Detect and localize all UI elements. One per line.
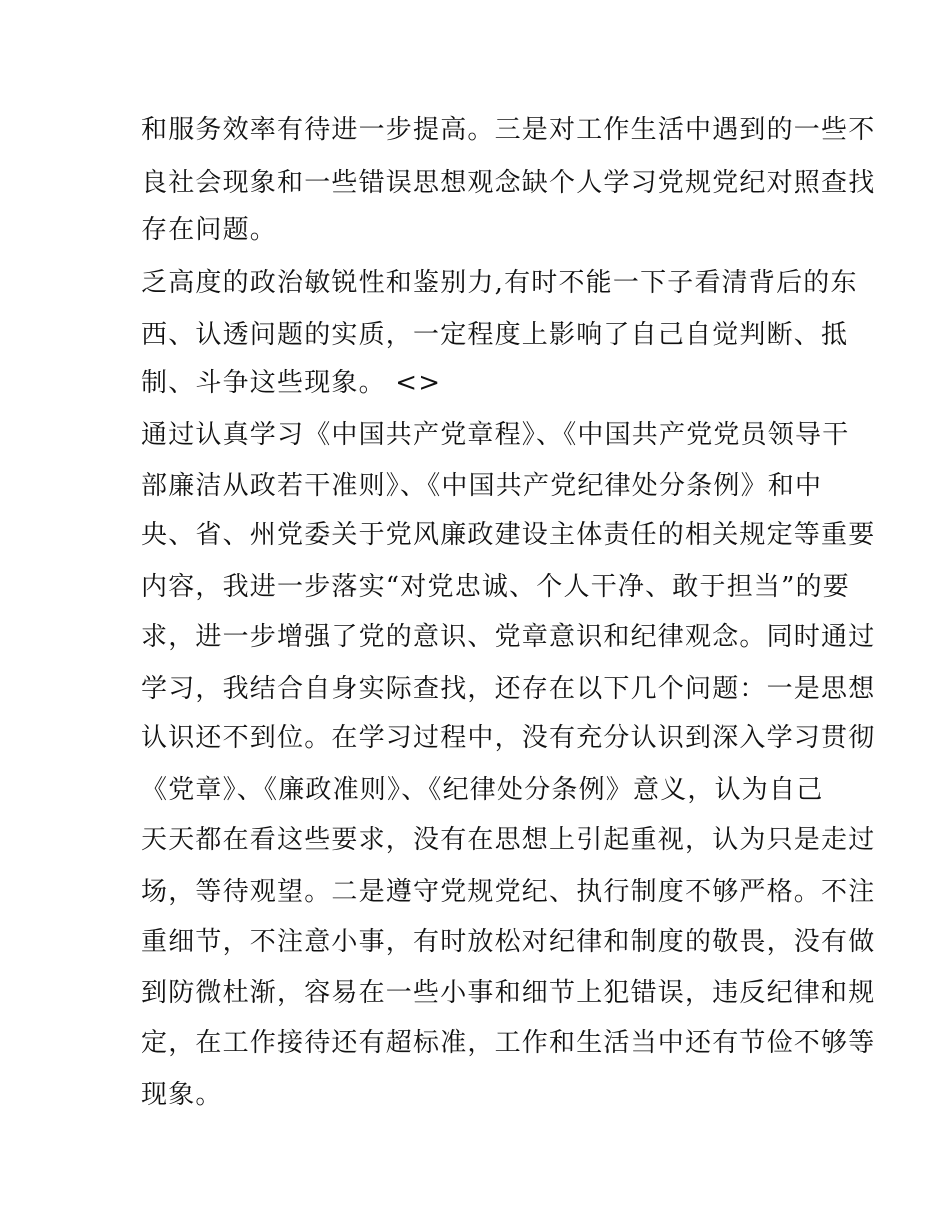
text-line: 和服务效率有待进一步提高。三是对工作生活中遇到的一些不 — [141, 115, 876, 145]
text-line: 良社会现象和一些错误思想观念缺个人学习党规党纪对照查找 — [141, 168, 876, 198]
text-line: 认识还不到位。在学习过程中，没有充分认识到深入学习贯彻 — [141, 723, 876, 753]
text-line: 央、省、州党委关于党风廉政建设主体责任的相关规定等重要 — [141, 520, 876, 550]
text-line: 部廉洁从政若干准则》、《中国共产党纪律处分条例》和中 — [141, 471, 823, 501]
text-line: 通过认真学习《中国共产党章程》、《中国共产党党员领导干 — [141, 420, 850, 450]
text-line: 存在问题。 — [141, 215, 278, 245]
text-line: 西、认透问题的实质，一定程度上影响了自己自觉判断、抵 — [141, 320, 849, 350]
text-line: 到防微杜渐，容易在一些小事和细节上犯错误，违反纪律和规 — [141, 978, 876, 1008]
text-line: 现象。 — [141, 1080, 223, 1110]
text-line: 场，等待观望。二是遵守党规党纪、执行制度不够严格。不注 — [141, 877, 876, 907]
text-line: 天天都在看这些要求，没有在思想上引起重视，认为只是走过 — [141, 825, 876, 855]
text-line: 《党章》、《廉政准则》、《纪律处分条例》意义，认为自己 — [141, 775, 824, 805]
text-line: 定，在工作接待还有超标准，工作和生活当中还有节俭不够等 — [141, 1028, 876, 1058]
text-line: 乏高度的政治敏锐性和鉴别力,有时不能一下子看清背后的东 — [141, 268, 858, 298]
text-line: 求，进一步增强了党的意识、党章意识和纪律观念。同时通过 — [141, 622, 876, 652]
text-line: 内容，我进一步落实“对党忠诚、个人干净、敢于担当”的要 — [141, 572, 850, 602]
text-line: 学习，我结合自身实际查找，还存在以下几个问题：一是思想 — [141, 674, 876, 704]
text-line: 重细节，不注意小事，有时放松对纪律和制度的敬畏，没有做 — [141, 927, 876, 957]
text-line: 制、斗争这些现象。 <> — [141, 368, 442, 398]
